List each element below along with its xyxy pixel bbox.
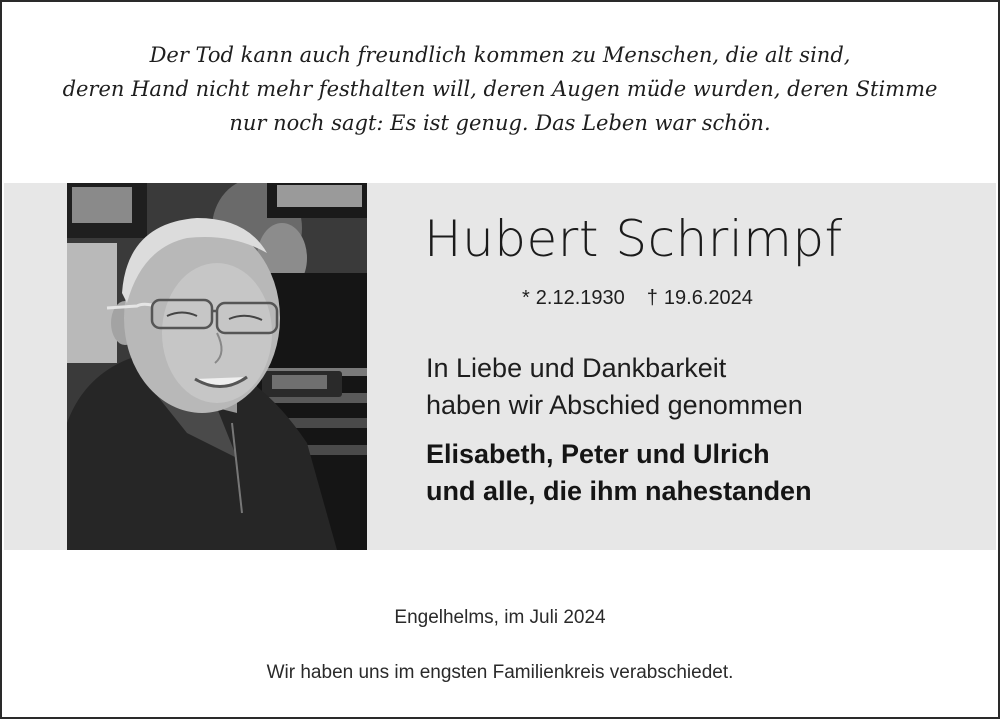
birth-date: 2.12.1930 (535, 287, 625, 309)
dedication-line: In Liebe und Dankbarkeit (426, 353, 727, 383)
memorial-quote (2, 38, 998, 140)
funeral-note: Wir haben uns im engsten Familienkreis verabschiedet. (266, 662, 734, 683)
dedication-line: haben wir Abschied genommen (426, 390, 803, 420)
life-dates (522, 285, 753, 311)
place-date: Engelhelms, im Juli 2024 (394, 607, 606, 628)
quote-line: nur noch sagt: Es ist genug. Das Leben war schön. (229, 111, 771, 135)
quote-line: deren Hand nicht mehr festhalten will, deren Augen müde wurden, deren Stimme (62, 77, 938, 101)
birth-symbol: * (522, 287, 530, 309)
family-line: und alle, die ihm nahestanden (426, 476, 812, 506)
quote-line: Der Tod kann auch freundlich kommen zu Menschen, die alt sind, (149, 43, 851, 67)
portrait-photo (67, 183, 367, 550)
dedication-text (426, 350, 803, 424)
family-names (426, 436, 812, 510)
death-cross-symbol: † (646, 287, 658, 309)
family-line: Elisabeth, Peter und Ulrich (426, 439, 770, 469)
deceased-name: Hubert Schrimpf (424, 210, 843, 268)
death-date: 19.6.2024 (663, 287, 753, 309)
